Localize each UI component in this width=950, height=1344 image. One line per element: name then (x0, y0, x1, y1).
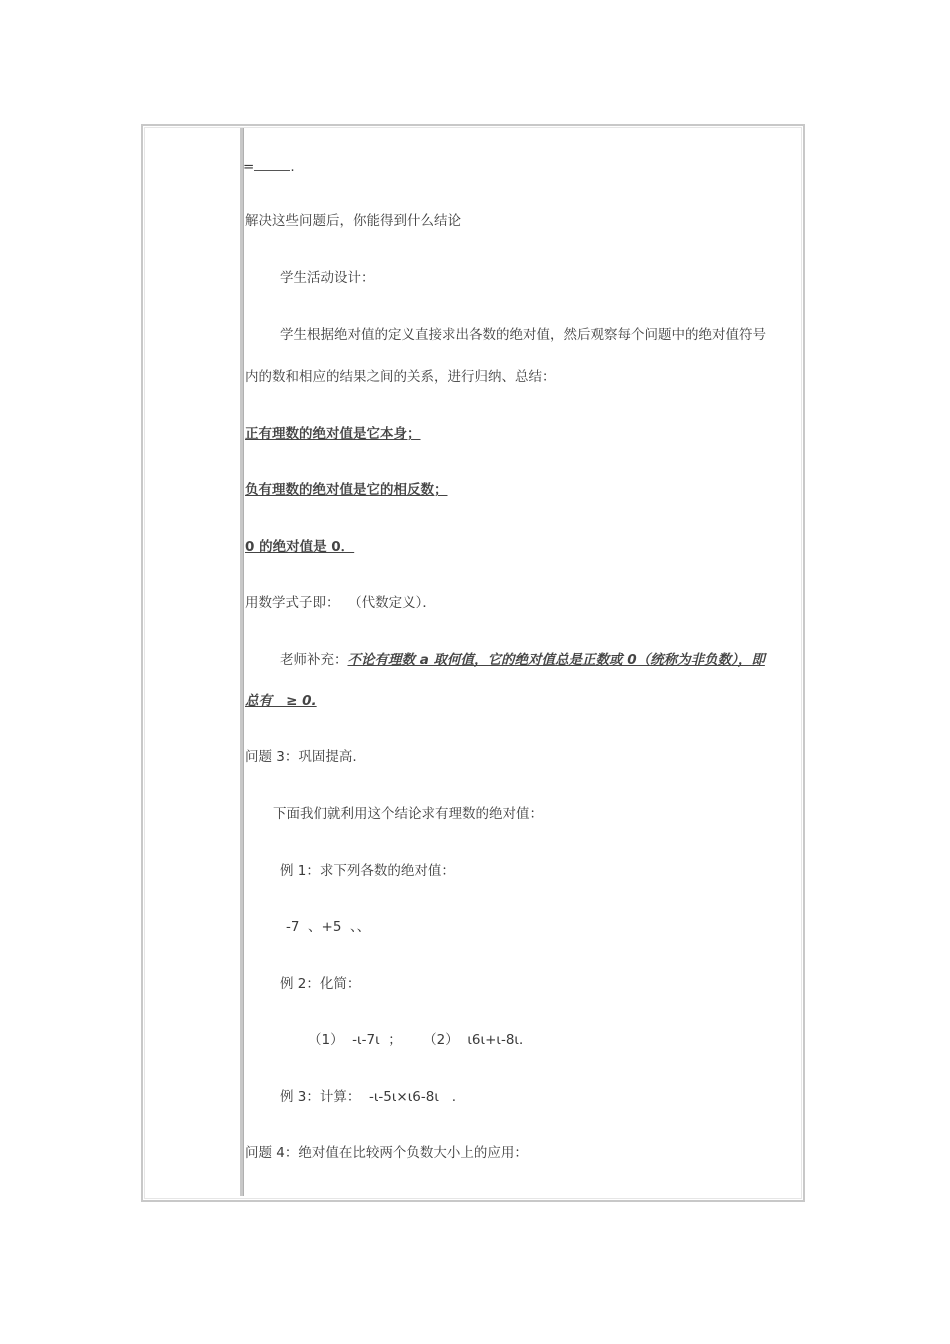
example-3-expression: 例 3：计算： -ι-5ι×ι6-8ι . (280, 1089, 457, 1105)
answer-blank (254, 158, 290, 171)
example-2-expressions: （1） -ι-7ι ； （2） ι6ι+ι-8ι． (308, 1032, 533, 1048)
rule-zero: 0 的绝对值是 0． (245, 539, 355, 555)
question-3-heading: 问题 3：巩固提高. (245, 749, 357, 765)
period: . (290, 159, 295, 175)
rule-negative: 负有理数的绝对值是它的相反数； (245, 482, 448, 498)
example-1-heading: 例 1：求下列各数的绝对值： (280, 863, 455, 879)
math-expression-line: 用数学式子即： （代数定义）． (245, 595, 436, 611)
blank-answer-line (243, 158, 295, 176)
example-1-numbers: -7 、+5 、、 (286, 919, 371, 935)
left-table-cell (144, 127, 241, 1199)
teacher-supplement-emphasis: 不论有理数 a 取何值，它的绝对值总是正数或 0（统称为非负数），即 (347, 652, 765, 668)
question-conclusion: 解决这些问题后，你能得到什么结论 (245, 213, 461, 229)
activity-paragraph-line-2: 内的数和相应的结果之间的关系，进行归纳、总结： (245, 369, 556, 385)
teacher-supplement-continued: 总有 ≥ 0. (245, 693, 317, 709)
activity-paragraph-line-1: 学生根据绝对值的定义直接求出各数的绝对值，然后观察每个问题中的绝对值符号 (280, 327, 766, 343)
column-divider (240, 128, 244, 1196)
question-4-heading: 问题 4：绝对值在比较两个负数大小上的应用： (245, 1145, 528, 1161)
teacher-supplement-label: 老师补充： (280, 652, 348, 668)
student-activity-heading: 学生活动设计： (280, 270, 375, 286)
rule-positive: 正有理数的绝对值是它本身； (245, 426, 421, 442)
use-conclusion-text: 下面我们就利用这个结论求有理数的绝对值： (273, 806, 543, 822)
equals-sign: = (243, 159, 255, 175)
example-2-heading: 例 2：化简： (280, 976, 361, 992)
teacher-supplement (280, 651, 765, 669)
